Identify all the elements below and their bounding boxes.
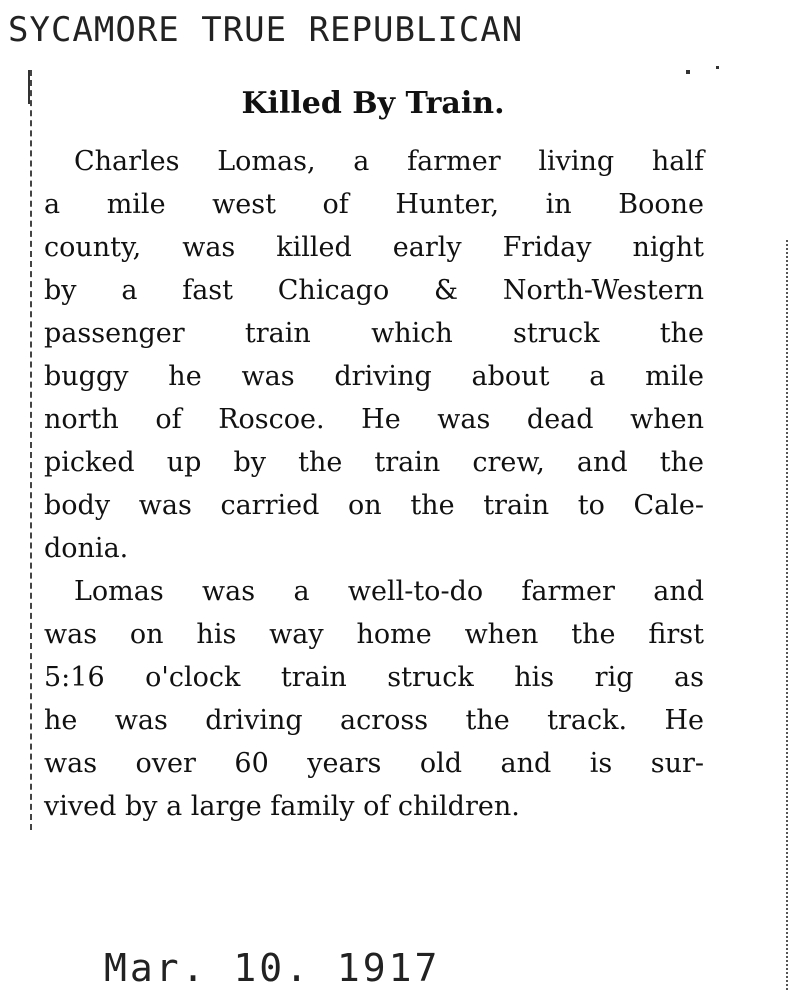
article-line: passenger train which struck the [44,318,704,349]
article-headline: Killed By Train. [241,86,505,121]
article-line: 5:16 o'clock train struck his rig as [44,662,704,693]
article-line: by a fast Chicago & North-Western [44,275,704,306]
clipping-left-edge [30,70,32,830]
article-clipping [28,62,718,832]
article-line: picked up by the train crew, and the [44,447,704,478]
article-line: county, was killed early Friday night [44,232,704,263]
scan-right-edge [786,240,788,990]
article-body [44,140,704,828]
article-line: north of Roscoe. He was dead when [44,404,704,435]
article-line: buggy he was driving about a mile [44,361,704,392]
scan-speck [686,70,690,74]
scan-speck [716,66,719,69]
article-line: he was driving across the track. He [44,705,704,736]
article-line: was over 60 years old and is sur- [44,748,704,779]
article-line: donia. [44,533,129,564]
article-paragraph-1 [44,140,704,570]
article-line: a mile west of Hunter, in Boone [44,189,704,220]
article-line: vived by a large family of children. [44,791,520,822]
date-stamp: Mar. 10. 1917 [104,946,441,990]
article-line: body was carried on the train to Cale- [44,490,704,521]
article-line: Charles Lomas, a farmer living half [74,146,704,177]
article-paragraph-2 [44,570,704,828]
article-line: Lomas was a well-to-do farmer and [74,576,704,607]
article-line: was on his way home when the first [44,619,704,650]
scan-speck [28,70,30,104]
newspaper-masthead: SYCAMORE TRUE REPUBLICAN [8,10,524,50]
